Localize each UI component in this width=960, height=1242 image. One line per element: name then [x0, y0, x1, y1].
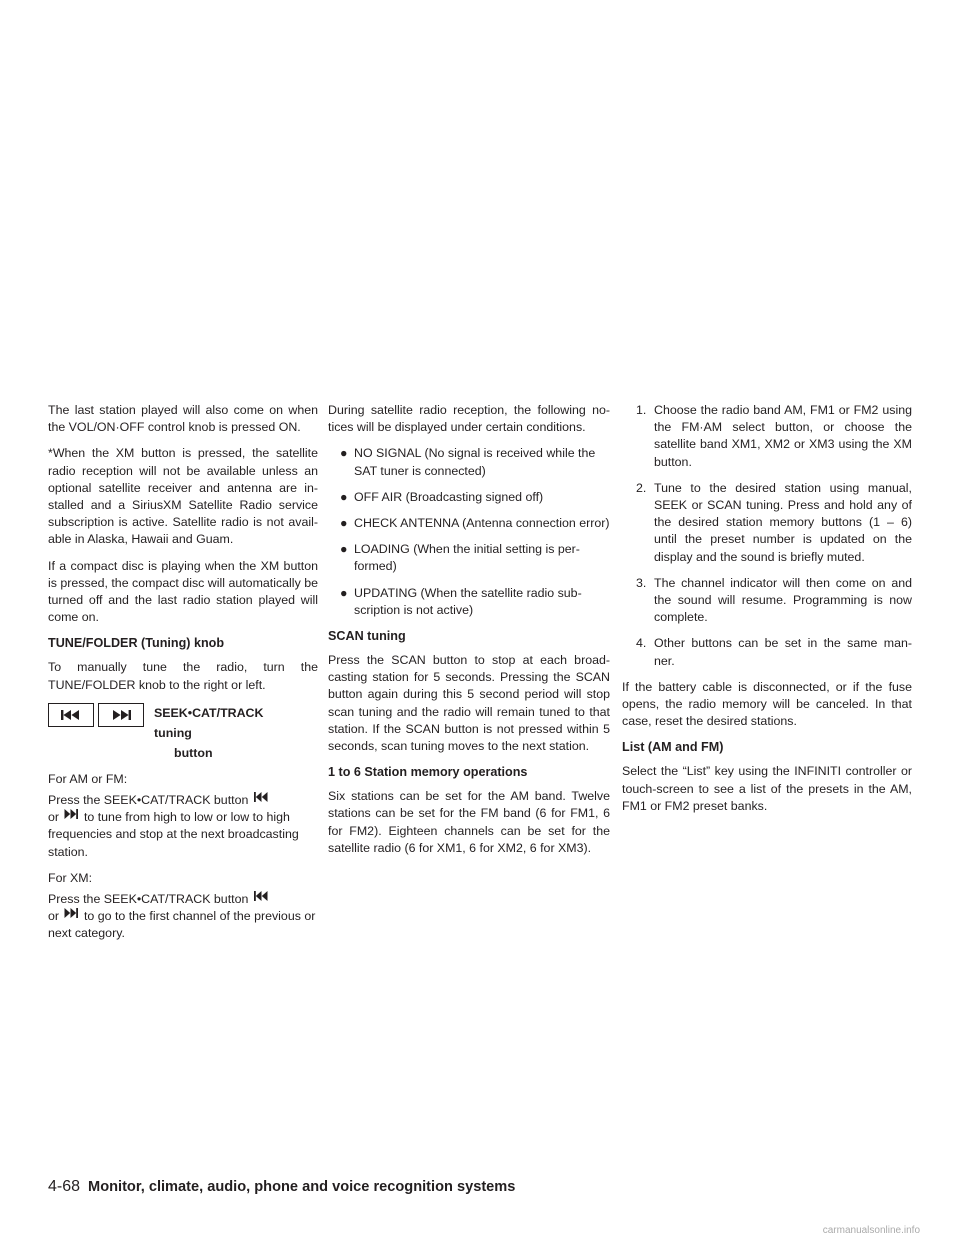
sat-notice-list	[328, 445, 610, 619]
seek-back-inline-icon	[254, 891, 268, 901]
seek-forward-inline-icon	[64, 908, 78, 918]
column-left	[48, 402, 318, 952]
heading-list: List (AM and FM)	[622, 740, 724, 755]
xm-press-text: Press the SEEK•CAT/TRACK button	[48, 892, 249, 907]
seek-back-inline-icon	[254, 792, 268, 802]
list-item-text: LOADING (When the initial setting is per- formed)	[354, 542, 580, 574]
paragraph-xm-seek	[48, 891, 318, 943]
seek-forward-inline-icon	[64, 809, 78, 819]
bullet-glyph: ●	[340, 585, 348, 600]
list-item-text: OFF AIR (Broadcasting signed off)	[354, 489, 544, 504]
list-item-text: CHECK ANTENNA (Antenna connection error)	[354, 516, 610, 531]
paragraph-am-fm-seek	[48, 792, 318, 861]
bullet-glyph: ●	[340, 489, 348, 504]
paragraph-sat-intro: During satellite radio reception, the following no- tices will be displayed under certain conditions.	[328, 403, 610, 435]
list-item	[622, 402, 912, 471]
paragraph-xm-note: *When the XM button is pressed, the satellite radio reception will not be available unless an optional satellite receiver and antenna are in- stalled and a SiriusXM Satellite Radio service subscription is active. Satellite radio is not avail- able in Alaska, Hawaii and Guam.	[48, 446, 318, 547]
step-text: Tune to the desired station using manual, SEEK or SCAN tuning. Press and hold any of the desired station memory buttons (1 – 6) until the preset number is updated on the display and the sound is briefly muted.	[654, 480, 912, 564]
step-number: 3.	[636, 575, 647, 590]
seek-caption-line-2: button	[174, 745, 213, 760]
step-text: Choose the radio band AM, FM1 or FM2 using the FM·AM select button, or choose the satellite band XM1, XM2 or XM3 using the XM button.	[654, 403, 912, 469]
paragraph-list: Select the “List” key using the INFINITI controller or touch-screen to see a list of the presets in the AM, FM1 or FM2 preset banks.	[622, 764, 912, 813]
step-number: 2.	[636, 480, 647, 495]
step-text: Other buttons can be set in the same man- ner.	[654, 636, 912, 668]
list-item	[622, 635, 912, 669]
list-item	[328, 489, 610, 506]
xm-or-text: or	[48, 909, 60, 924]
seek-caption-line-1: SEEK•CAT/TRACK tuning	[154, 705, 264, 740]
seek-button-illustration	[48, 703, 318, 763]
heading-tune-folder: TUNE/FOLDER (Tuning) knob	[48, 636, 225, 651]
list-item	[328, 515, 610, 532]
bullet-glyph: ●	[340, 446, 348, 461]
label-am-fm: For AM or FM:	[48, 771, 128, 786]
am-press-text: Press the SEEK•CAT/TRACK button	[48, 793, 249, 808]
step-text: The channel indicator will then come on and the sound will resume. Programming is now complete.	[654, 575, 912, 625]
seek-back-icon	[48, 703, 94, 727]
heading-scan-tuning: SCAN tuning	[328, 629, 406, 644]
step-number: 1.	[636, 403, 647, 417]
memory-steps-list	[622, 402, 912, 670]
page-footer	[48, 1178, 515, 1196]
list-item	[328, 585, 610, 619]
am-rest-text: to tune from high to low or low to high frequencies and stop at the next broadcasting station.	[48, 810, 299, 859]
list-item	[328, 541, 610, 575]
seek-button-caption	[154, 703, 284, 763]
paragraph-last-station: The last station played will also come on when the VOL/ON·OFF control knob is pressed ON.	[48, 403, 318, 435]
list-item	[622, 480, 912, 566]
label-xm: For XM:	[48, 870, 93, 885]
paragraph-battery: If the battery cable is disconnected, or if the fuse opens, the radio memory will be canceled. In that case, reset the desired stations.	[622, 679, 912, 729]
list-item-text: NO SIGNAL (No signal is received while the SAT tuner is connected)	[354, 446, 596, 478]
paragraph-station-memory: Six stations can be set for the AM band. Twelve stations can be set for the FM band (6 for FM1, 6 for FM2). Eighteen channels can be set for the satellite radio (6 for XM1, 6 for XM2, 6 for XM3).	[328, 789, 610, 855]
paragraph-compact-disc: If a compact disc is playing when the XM button is pressed, the compact disc will automatically be turned off and the last radio station played will come on.	[48, 558, 318, 625]
list-item	[328, 445, 610, 479]
bullet-glyph: ●	[340, 542, 348, 557]
am-or-text: or	[48, 810, 60, 825]
column-right	[622, 402, 912, 824]
section-title: Monitor, climate, audio, phone and voice recognition systems	[88, 1179, 516, 1195]
page-number: 4-68	[48, 1178, 81, 1195]
column-middle	[328, 402, 610, 866]
seek-forward-icon	[98, 703, 144, 727]
list-item	[622, 575, 912, 627]
paragraph-scan-tuning: Press the SCAN button to stop at each broad- casting station for 5 seconds. Pressing the SCAN button again during this 5 second period will stop scan tuning and the radio will remain tuned to that station. If the SCAN button is not pressed within 5 seconds, scan tuning moves to the next station.	[328, 653, 610, 754]
heading-station-memory: 1 to 6 Station memory operations	[328, 765, 528, 780]
step-number: 4.	[636, 636, 647, 651]
watermark: carmanualsonline.info	[822, 1225, 920, 1236]
bullet-glyph: ●	[340, 516, 348, 531]
list-item-text: UPDATING (When the satellite radio sub- scription is not active)	[354, 585, 582, 617]
xm-rest-text: to go to the first channel of the previous or next category.	[48, 909, 316, 941]
paragraph-tune-folder: To manually tune the radio, turn the TUNE/FOLDER knob to the right or left.	[48, 660, 318, 692]
